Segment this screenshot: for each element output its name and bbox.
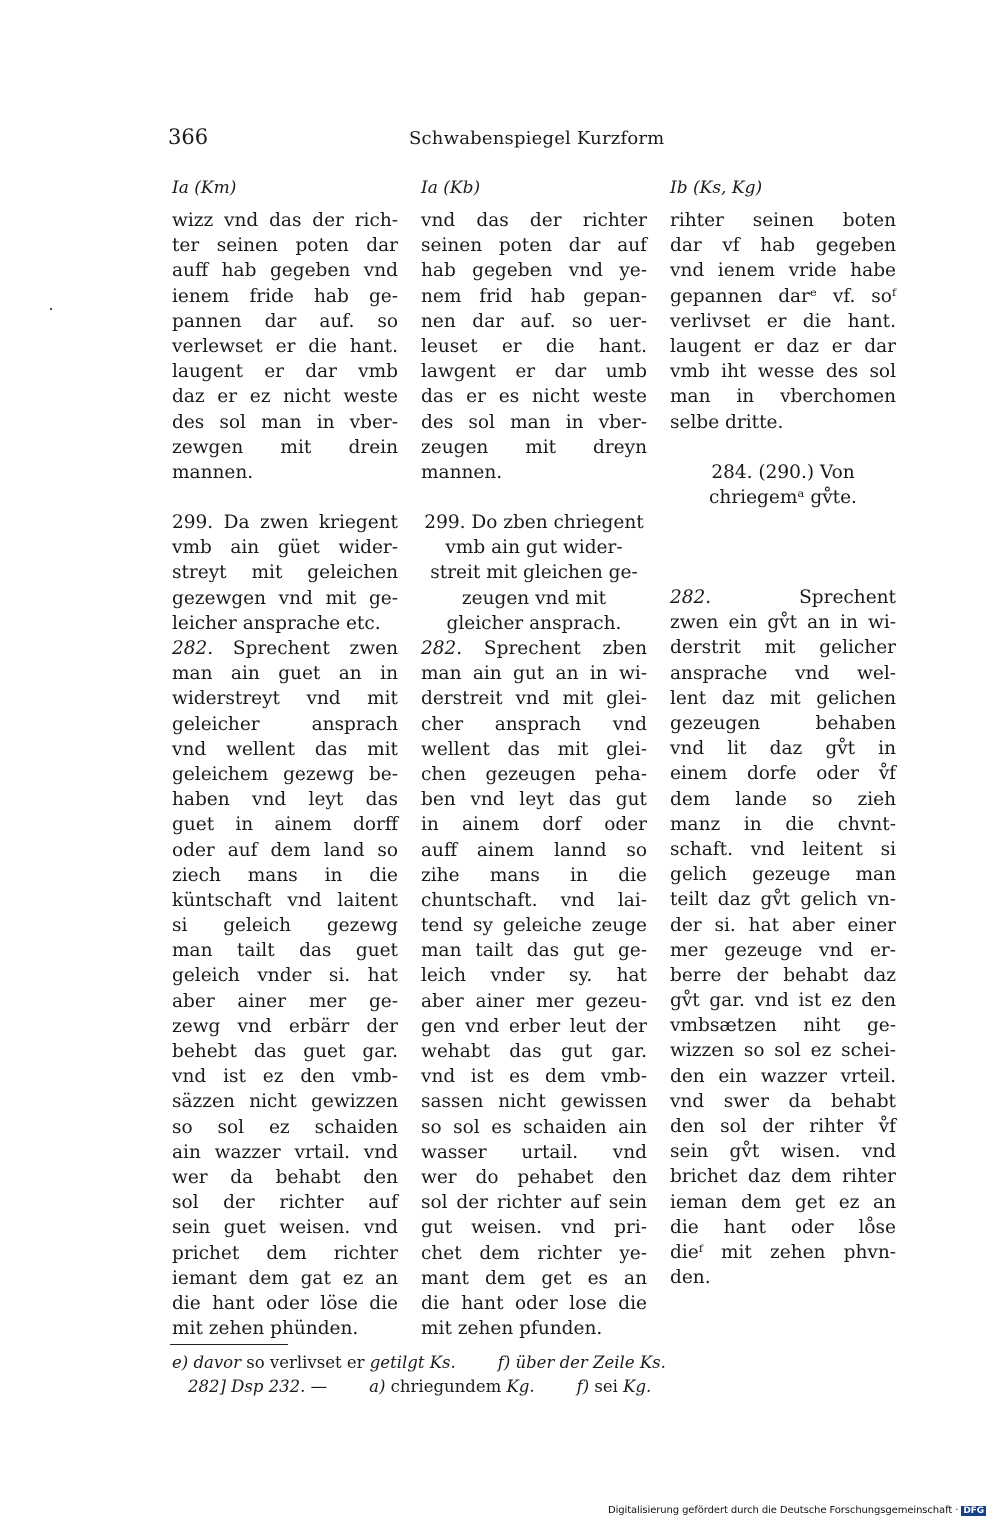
text-line: zeugen mit dreyn: [421, 436, 647, 458]
text-line: auff hab gegeben vnd: [172, 260, 398, 282]
text-line: aber ainer mer ge-: [172, 990, 398, 1012]
paragraph-gap: [172, 485, 398, 510]
text-line: ieman dem get ez an: [670, 1191, 896, 1213]
chapter-heading-line: streyt mit geleichen: [172, 562, 398, 584]
text-line: vnd das der richter: [421, 210, 647, 231]
text-line: dar vf hab gegeben: [670, 235, 896, 257]
text-line: teilt daz gv̊t gelich vn-: [670, 889, 896, 911]
dfg-logo: DFG: [963, 1506, 985, 1516]
text-line: den ein wazzer vrteil.: [670, 1065, 896, 1087]
text-line: pannen dar auf. so: [172, 310, 398, 332]
paragraph-gap: [421, 485, 647, 510]
text-line: gepannen darᵉ vf. soᶠ: [670, 285, 896, 307]
text-line: prichet dem richter: [172, 1242, 398, 1264]
text-line: wizzen so sol ez schei-: [670, 1040, 896, 1062]
text-line: so sol ez schaiden: [172, 1116, 398, 1138]
footnote-fragment: e) davor: [172, 1353, 241, 1372]
text-line: gelich gezeuge man: [670, 864, 896, 886]
text-line: die hant oder lo̊se: [670, 1216, 896, 1238]
text-line: iemant dem gat ez an: [172, 1267, 398, 1289]
text-line: man ain guet an in: [172, 663, 398, 685]
text-line: vnd ist ez den vmb-: [172, 1066, 398, 1088]
text-line: die hant oder lose die: [421, 1292, 647, 1314]
text-line: mant dem get es an: [421, 1267, 647, 1289]
running-title: Schwabenspiegel Kurzform: [409, 128, 665, 149]
text-line: sol der richter auf: [172, 1192, 398, 1214]
text-line: nem frid hab gepan-: [421, 285, 647, 307]
footnote-rule: [170, 1344, 288, 1345]
text-line: wasser urtail. vnd: [421, 1141, 647, 1163]
footnote-fragment: f) über der Zeile Ks.: [455, 1353, 666, 1372]
text-line: ain wazzer vrtail. vnd: [172, 1141, 398, 1163]
text-line: ienem fride hab ge-: [172, 285, 398, 307]
text-line: wellent das mit glei-: [421, 738, 647, 760]
text-line: selbe dritte.: [670, 411, 784, 433]
text-line: zewg vnd erbärr der: [172, 1015, 398, 1037]
text-line: vmbsætzen niht ge-: [670, 1015, 896, 1037]
footnote-line-1: [172, 1353, 666, 1372]
text-line: verlewset er die hant.: [172, 335, 398, 357]
text-line: dieᶠ mit zehen phvn-: [670, 1241, 896, 1263]
text-line: behebt das guet gar.: [172, 1041, 398, 1062]
text-line: den sol der rihter v̊f: [670, 1116, 896, 1137]
text-line: mit zehen phünden.: [172, 1318, 359, 1340]
footnote-fragment: so verlivset er: [241, 1353, 370, 1372]
text-line: mannen.: [421, 461, 503, 483]
text-line: mer gezeuge vnd er-: [670, 939, 896, 961]
text-line: manz in die chvnt-: [670, 813, 896, 835]
text-line: wizz vnd das der rich-: [172, 210, 398, 231]
text-line: vmb iht wesse des sol: [670, 361, 896, 383]
footnote-fragment: sei: [594, 1377, 624, 1396]
text-line: wehabt das gut gar.: [421, 1041, 647, 1062]
text-line: gv̊t gar. vnd ist ez den: [670, 990, 896, 1012]
chapter-heading-line: zeugen vnd mit: [461, 587, 607, 609]
text-line: auff ainem lannd so: [421, 839, 647, 861]
text-line: des sol man in vber-: [421, 411, 647, 433]
paragraph-gap: [670, 435, 896, 460]
manuscript-siglum: Ia (Km): [172, 178, 237, 198]
text-line: mannen.: [172, 461, 254, 483]
text-line: gen vnd erber leut der: [421, 1015, 647, 1037]
text-line: wer da behabt den: [172, 1166, 398, 1188]
text-line: man ain gut an in wi-: [421, 663, 647, 685]
chapter-heading-line: leicher ansprache etc.: [172, 612, 381, 634]
text-line: mit zehen pfunden.: [421, 1318, 603, 1340]
text-line: brichet daz dem rihter: [670, 1166, 896, 1188]
text-line: zewgen mit drein: [172, 436, 398, 458]
text-line: ziech mans in die: [172, 864, 398, 886]
text-line: sassen nicht gewissen: [421, 1091, 647, 1113]
text-line: der si. hat aber einer: [670, 914, 896, 936]
text-line: laugent er daz er dar: [670, 335, 896, 357]
text-line: si geleich gezewg: [172, 915, 398, 937]
digitization-credit: [608, 1505, 986, 1516]
footnote-fragment: chriegundem: [390, 1377, 507, 1396]
text-line: leich vnder sy. hat: [421, 965, 647, 987]
column-ia-km: [172, 176, 398, 1341]
credit-text: Digitalisierung gefördert durch die Deutsche Forschungsgemeinschaft ·: [608, 1505, 959, 1516]
text-line: zihe mans in die: [421, 864, 647, 886]
text-line: geleichem gezewg be-: [172, 763, 398, 785]
text-line: oder auf dem land so: [172, 839, 398, 861]
text-line: sol der richter auf sein: [421, 1192, 647, 1214]
chapter-heading-line: 299. Da zwen kriegent: [172, 512, 398, 534]
text-line: ben vnd leyt das gut: [421, 789, 647, 811]
text-line: lent daz mit gelichen: [670, 687, 896, 709]
text-line: säzzen nicht gewizzen: [172, 1091, 398, 1113]
text-line: lawgent er dar umb: [421, 361, 647, 383]
text-line: 282. Sprechent zwen: [172, 638, 398, 659]
text-line: einem dorfe oder v̊f: [670, 763, 896, 785]
chapter-heading-line: vmb ain güet wider-: [172, 537, 398, 559]
text-line: daz er ez nicht weste: [172, 386, 398, 408]
text-line: hab gegeben vnd ye-: [421, 260, 647, 282]
text-line: die hant oder löse die: [172, 1292, 398, 1314]
text-line: das er es nicht weste: [421, 386, 647, 408]
paragraph-gap: [670, 560, 896, 585]
text-line: in ainem dorf oder: [421, 814, 647, 836]
text-line: cher ansprach vnd: [421, 713, 647, 735]
chapter-heading-line: streit mit gleichen ge-: [430, 562, 638, 584]
text-line: derstreit vnd mit glei-: [421, 688, 647, 710]
chapter-heading-line: 284. (290.) Von: [711, 461, 855, 483]
text-line: derstrit mit gelicher: [670, 637, 896, 659]
page-number: 366: [168, 125, 209, 149]
text-line: chuntschaft. vnd lai-: [421, 889, 647, 911]
text-line: sein guet weisen. vnd: [172, 1217, 398, 1239]
chapter-heading-line: chriegemᵃ gv̊te.: [709, 486, 857, 508]
text-line: guet in ainem dorff: [172, 814, 398, 836]
footnote-fragment: a): [327, 1377, 391, 1396]
footnote-fragment: Kg.: [623, 1377, 652, 1396]
chapter-heading-line: gezewgen vnd mit ge-: [172, 587, 398, 609]
column-ib-ks-kg: [670, 176, 896, 1290]
text-line: laugent er dar vmb: [172, 361, 398, 383]
text-line: chen gezeugen peha-: [421, 763, 647, 785]
footnote-fragment: Kg.: [506, 1377, 535, 1396]
text-line: vnd wellent das mit: [172, 738, 398, 760]
text-line: sein gv̊t wisen. vnd: [670, 1141, 896, 1163]
text-line: gut weisen. vnd pri-: [421, 1217, 647, 1239]
text-line: man tailt das guet: [172, 940, 398, 962]
text-line: des sol man in vber-: [172, 411, 398, 433]
text-line: aber ainer mer gezeu-: [421, 990, 647, 1012]
text-line: man in vberchomen: [670, 386, 896, 408]
text-line: geleich vnder si. hat: [172, 965, 398, 987]
footnote-fragment: f): [534, 1377, 595, 1396]
text-line: man tailt das gut ge-: [421, 940, 647, 962]
chapter-heading-line: vmb ain gut wider-: [445, 537, 623, 559]
text-line: chet dem richter ye-: [421, 1242, 647, 1264]
manuscript-siglum: Ia (Kb): [421, 178, 481, 198]
text-line: gezeugen behaben: [670, 713, 896, 734]
column-ia-kb: [421, 176, 647, 1341]
text-line: küntschaft vnd laitent: [172, 889, 398, 911]
manuscript-siglum: Ib (Ks, Kg): [670, 178, 763, 198]
text-line: vnd lit daz gv̊t in: [670, 738, 896, 760]
text-line: wer do pehabet den: [421, 1166, 647, 1188]
text-line: haben vnd leyt das: [172, 789, 398, 811]
chapter-heading-line: 299. Do zben chriegent: [424, 512, 644, 534]
text-line: tend sy geleiche zeuge: [421, 915, 647, 937]
scan-speck: [50, 308, 52, 310]
text-line: vnd ist es dem vmb-: [421, 1066, 647, 1088]
text-line: ter seinen poten dar: [172, 235, 398, 257]
footnote-fragment: 282] Dsp 232. —: [188, 1377, 328, 1396]
text-line: verlivset er die hant.: [670, 310, 896, 332]
footnote-fragment: getilgt Ks.: [369, 1353, 456, 1372]
text-line: 282. Sprechent zben: [421, 638, 647, 659]
text-line: 282. Sprechent: [670, 587, 896, 609]
text-line: widerstreyt vnd mit: [172, 688, 398, 710]
chapter-heading-line: gleicher ansprach.: [446, 612, 622, 634]
text-line: zwen ein gv̊t an in wi-: [670, 612, 896, 634]
text-line: ansprache vnd wel-: [670, 662, 896, 684]
text-line: seinen poten dar auf: [421, 235, 647, 257]
text-line: leuset er die hant.: [421, 335, 647, 357]
text-line: vnd swer da behabt: [670, 1090, 896, 1112]
text-line: berre der behabt daz: [670, 964, 896, 986]
footnote-line-2: [188, 1377, 651, 1396]
text-line: schaft. vnd leitent si: [670, 838, 896, 860]
text-line: vnd ienem vride habe: [670, 260, 896, 282]
paragraph-gap: [670, 535, 896, 560]
text-line: rihter seinen boten: [670, 210, 896, 231]
text-line: geleicher ansprach: [172, 713, 398, 735]
text-line: den.: [670, 1267, 711, 1289]
text-line: nen dar auf. so uer-: [421, 310, 647, 332]
paragraph-gap: [670, 510, 896, 535]
text-line: dem lande so zieh: [670, 788, 896, 810]
text-line: so sol es schaiden ain: [421, 1116, 647, 1138]
